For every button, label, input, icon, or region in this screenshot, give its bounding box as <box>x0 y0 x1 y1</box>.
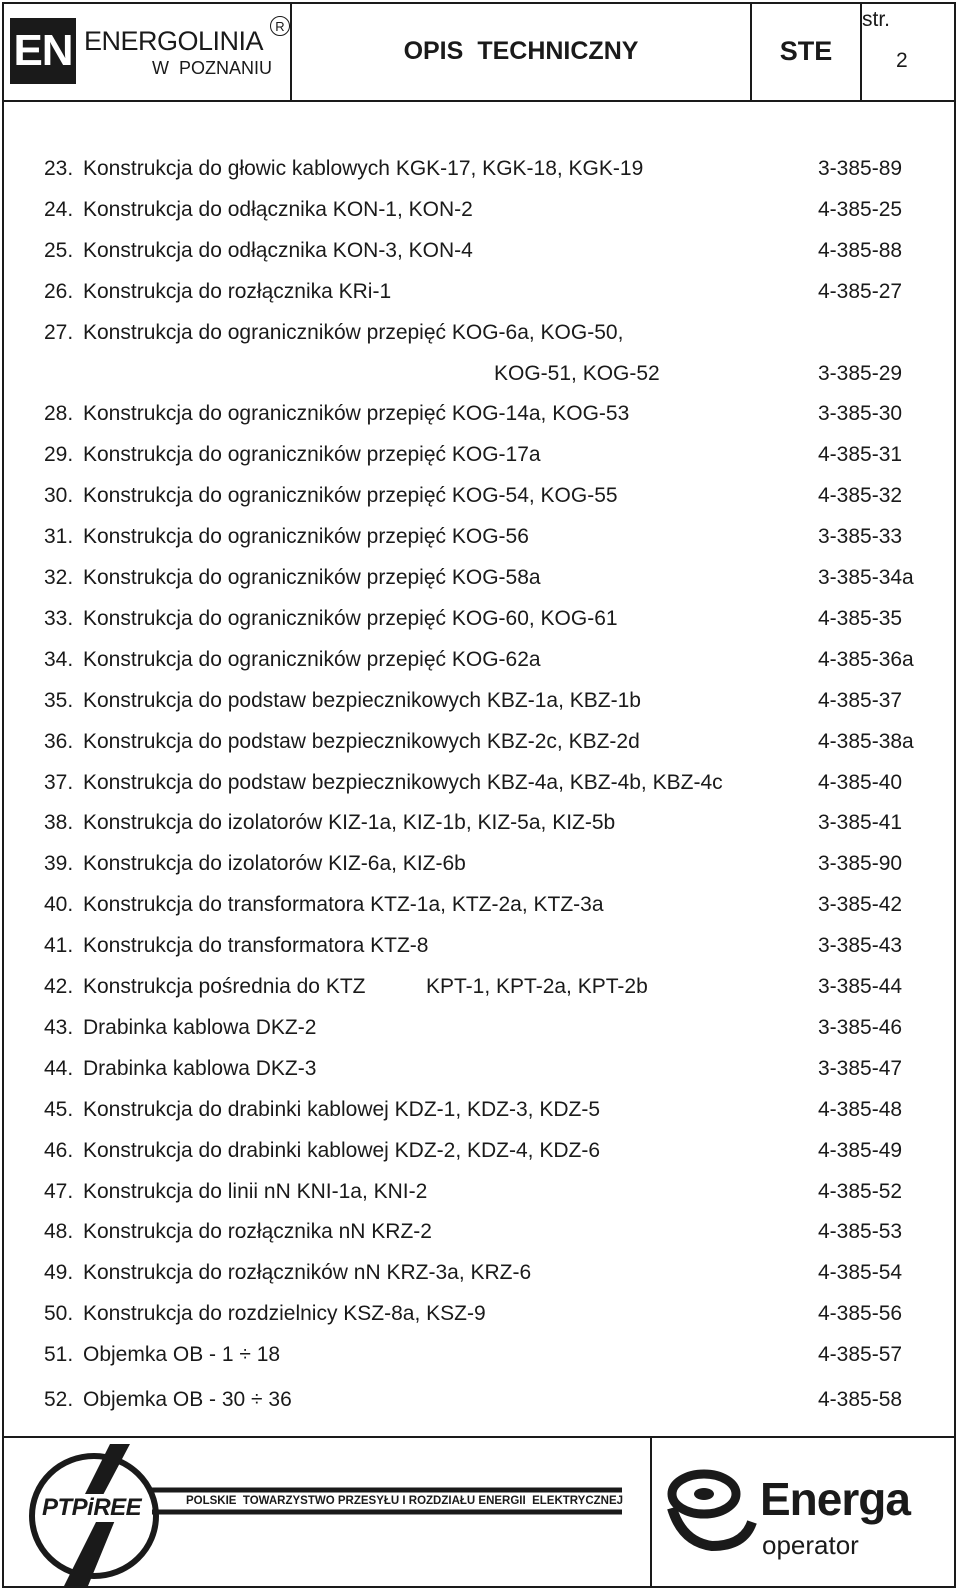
item-description: Konstrukcja do ograniczników przepięć KOG-62a <box>83 647 541 671</box>
item-description: Konstrukcja do ograniczników przepięć KOG-58a <box>83 566 541 589</box>
item-number: 40. <box>44 893 74 917</box>
energa-swirl-icon <box>652 1438 762 1588</box>
item-description: Konstrukcja do ograniczników przepięć KOG-54, KOG-55 <box>83 484 618 508</box>
list-item <box>44 975 934 1005</box>
item-number: 46. <box>44 1138 74 1162</box>
list-item <box>44 1302 934 1332</box>
item-drawing-code: 4-385-56 <box>818 1302 903 1326</box>
item-description: Konstrukcja do transformatora KTZ-1a, KTZ-2a, KTZ-3a <box>83 893 604 917</box>
item-description: Konstrukcja do rozłącznika KRi-1 <box>83 279 392 303</box>
item-number: 38. <box>44 811 74 835</box>
item-description: Konstrukcja do ograniczników przepięć KOG-60, KOG-61 <box>83 606 618 630</box>
item-number: 44. <box>44 1056 74 1080</box>
item-description: Konstrukcja do izolatorów KIZ-1a, KIZ-1b, KIZ-5a, KIZ-5b <box>83 811 616 835</box>
item-drawing-code: 3-385-44 <box>818 975 903 998</box>
list-item <box>44 280 934 310</box>
item-description: Objemka OB - 30 ÷ 36 <box>83 1388 292 1411</box>
list-item <box>44 443 934 473</box>
item-description: Konstrukcja do rozłączników nN KRZ-3a, KRZ-6 <box>83 1261 532 1285</box>
item-drawing-code: 3-385-29 <box>818 361 903 385</box>
list-item <box>44 321 934 351</box>
item-drawing-code: 4-385-40 <box>818 770 903 794</box>
item-description: Drabinka kablowa DKZ-2 <box>83 1015 317 1039</box>
item-number: 26. <box>44 279 74 303</box>
item-number: 30. <box>44 484 74 508</box>
ptpiree-logo-text: PTPiREE <box>42 1494 142 1521</box>
document-code: STE <box>779 35 833 66</box>
list-item <box>44 484 934 514</box>
item-description: Konstrukcja do izolatorów KIZ-6a, KIZ-6b <box>83 852 466 876</box>
list-item <box>44 893 934 923</box>
item-description-continued: KOG-51, KOG-52 <box>494 361 660 385</box>
list-item <box>44 362 934 392</box>
item-number: 41. <box>44 934 74 958</box>
item-number: 50. <box>44 1302 74 1326</box>
organization-name: POLSKIE TOWARZYSTWO PRZESYŁU I ROZDZIAŁU ENERGII ELEKTRYCZNEJ <box>186 1495 624 1507</box>
item-number: 51. <box>44 1343 74 1367</box>
item-number: 31. <box>44 525 74 549</box>
item-description: Konstrukcja do ograniczników przepięć KOG-56 <box>83 525 529 549</box>
item-description: Konstrukcja do rozdzielnicy KSZ-8a, KSZ-9 <box>83 1302 486 1326</box>
item-description: Konstrukcja do drabinki kablowej KDZ-1, KDZ-3, KDZ-5 <box>83 1097 601 1121</box>
item-number: 35. <box>44 688 74 712</box>
title-word-opis: OPIS <box>403 36 464 65</box>
list-item <box>44 1220 934 1250</box>
item-drawing-code: 3-385-90 <box>818 852 903 876</box>
item-number: 36. <box>44 729 74 753</box>
item-drawing-code: 3-385-42 <box>818 893 903 917</box>
item-number: 24. <box>44 197 74 221</box>
list-item <box>44 525 934 555</box>
item-drawing-code: 4-385-31 <box>818 443 903 467</box>
item-number: 39. <box>44 852 74 876</box>
list-item <box>44 607 934 637</box>
item-description: Konstrukcja do drabinki kablowej KDZ-2, KDZ-4, KDZ-6 <box>83 1138 601 1162</box>
energa-operator: operator <box>762 1530 859 1560</box>
item-description: Konstrukcja do transformatora KTZ-8 <box>83 934 429 958</box>
item-drawing-code: 4-385-25 <box>818 197 903 221</box>
list-item <box>44 852 934 882</box>
item-description: Objemka OB - 1 ÷ 18 <box>83 1343 281 1367</box>
list-item <box>44 402 934 432</box>
item-description-continued: KPT-1, KPT-2a, KPT-2b <box>426 975 648 998</box>
page-number-cell <box>862 2 952 100</box>
item-number: 32. <box>44 566 74 589</box>
list-item <box>44 648 934 678</box>
document-title <box>292 2 752 100</box>
item-drawing-code: 4-385-37 <box>818 688 903 712</box>
item-number: 45. <box>44 1097 74 1121</box>
list-item <box>44 239 934 269</box>
item-number: 37. <box>44 770 74 794</box>
item-description: Konstrukcja do podstaw bezpiecznikowych KBZ-2c, KBZ-2d <box>83 729 640 753</box>
item-number: 28. <box>44 402 74 426</box>
item-drawing-code: 3-385-41 <box>818 811 903 835</box>
list-item <box>44 1261 934 1291</box>
item-drawing-code: 3-385-43 <box>818 934 903 958</box>
item-number: 23. <box>44 157 74 180</box>
list-item <box>44 934 934 964</box>
list-item <box>44 1139 934 1169</box>
item-drawing-code: 4-385-38a <box>818 729 914 753</box>
en-logo-mark: EN <box>10 18 76 84</box>
list-item <box>44 1098 934 1128</box>
item-drawing-code: 4-385-53 <box>818 1220 903 1244</box>
item-description: Konstrukcja do ograniczników przepięć KOG-14a, KOG-53 <box>83 402 630 426</box>
item-description: Konstrukcja do odłącznika KON-1, KON-2 <box>83 197 473 221</box>
item-number: 33. <box>44 606 74 630</box>
item-description: Drabinka kablowa DKZ-3 <box>83 1056 317 1080</box>
title-word-techniczny: TECHNICZNY <box>477 36 639 65</box>
list-item <box>44 811 934 841</box>
item-drawing-code: 4-385-36a <box>818 647 914 671</box>
list-item <box>44 730 934 760</box>
list-item <box>44 771 934 801</box>
list-item <box>44 1180 934 1210</box>
list-item <box>44 1343 934 1373</box>
item-number: 34. <box>44 647 74 671</box>
item-description: Konstrukcja do ograniczników przepięć KOG-6a, KOG-50, <box>83 320 624 344</box>
energa-name: Energa <box>760 1473 910 1525</box>
document-code-cell <box>752 2 862 100</box>
item-number: 52. <box>44 1388 74 1411</box>
item-drawing-code: 3-385-34a <box>818 566 914 589</box>
item-drawing-code: 4-385-32 <box>818 484 903 508</box>
item-drawing-code: 3-385-47 <box>818 1056 903 1080</box>
list-item <box>44 1016 934 1046</box>
item-description: Konstrukcja do rozłącznika nN KRZ-2 <box>83 1220 432 1244</box>
item-description: Konstrukcja do linii nN KNI-1a, KNI-2 <box>83 1179 428 1203</box>
item-number: 27. <box>44 320 74 344</box>
item-description: Konstrukcja pośrednia do KTZ <box>83 975 366 998</box>
ptpiree-banner <box>2 1438 652 1588</box>
item-description: Konstrukcja do podstaw bezpiecznikowych KBZ-1a, KBZ-1b <box>83 688 641 712</box>
item-drawing-code: 4-385-88 <box>818 238 903 262</box>
item-number: 42. <box>44 975 74 998</box>
list-item <box>44 689 934 719</box>
energa-logo <box>652 1438 952 1588</box>
item-drawing-code: 4-385-27 <box>818 279 903 303</box>
item-drawing-code: 3-385-30 <box>818 402 903 426</box>
item-drawing-code: 4-385-57 <box>818 1343 903 1367</box>
item-description: Konstrukcja do podstaw bezpiecznikowych KBZ-4a, KBZ-4b, KBZ-4c <box>83 770 723 794</box>
item-number: 47. <box>44 1179 74 1203</box>
brand-location: W POZNANIU <box>152 58 272 78</box>
item-number: 48. <box>44 1220 74 1244</box>
list-item <box>44 1388 934 1418</box>
item-description: Konstrukcja do ograniczników przepięć KOG-17a <box>83 443 541 467</box>
item-number: 25. <box>44 238 74 262</box>
item-description: Konstrukcja do głowic kablowych KGK-17, KGK-18, KGK-19 <box>83 157 644 180</box>
item-drawing-code: 3-385-33 <box>818 525 903 549</box>
company-logo <box>2 2 292 100</box>
brand-name: ENERGOLINIA <box>84 26 264 56</box>
list-item <box>44 157 934 187</box>
item-number: 49. <box>44 1261 74 1285</box>
item-drawing-code: 3-385-46 <box>818 1015 903 1039</box>
item-drawing-code: 4-385-54 <box>818 1261 903 1285</box>
item-number: 29. <box>44 443 74 467</box>
footer <box>2 1436 956 1588</box>
item-drawing-code: 4-385-52 <box>818 1179 903 1203</box>
item-drawing-code: 4-385-35 <box>818 606 903 630</box>
item-number: 43. <box>44 1015 74 1039</box>
registered-icon: R <box>270 16 290 36</box>
list-item <box>44 198 934 228</box>
page-label: str. <box>862 8 891 31</box>
header <box>2 2 956 102</box>
item-drawing-code: 4-385-48 <box>818 1097 903 1121</box>
item-drawing-code: 4-385-58 <box>818 1388 903 1411</box>
page-number: 2 <box>896 49 908 72</box>
item-description: Konstrukcja do odłącznika KON-3, KON-4 <box>83 238 473 262</box>
list-item <box>44 1057 934 1087</box>
list-item <box>44 566 934 596</box>
item-drawing-code: 3-385-89 <box>818 157 903 180</box>
item-drawing-code: 4-385-49 <box>818 1138 903 1162</box>
